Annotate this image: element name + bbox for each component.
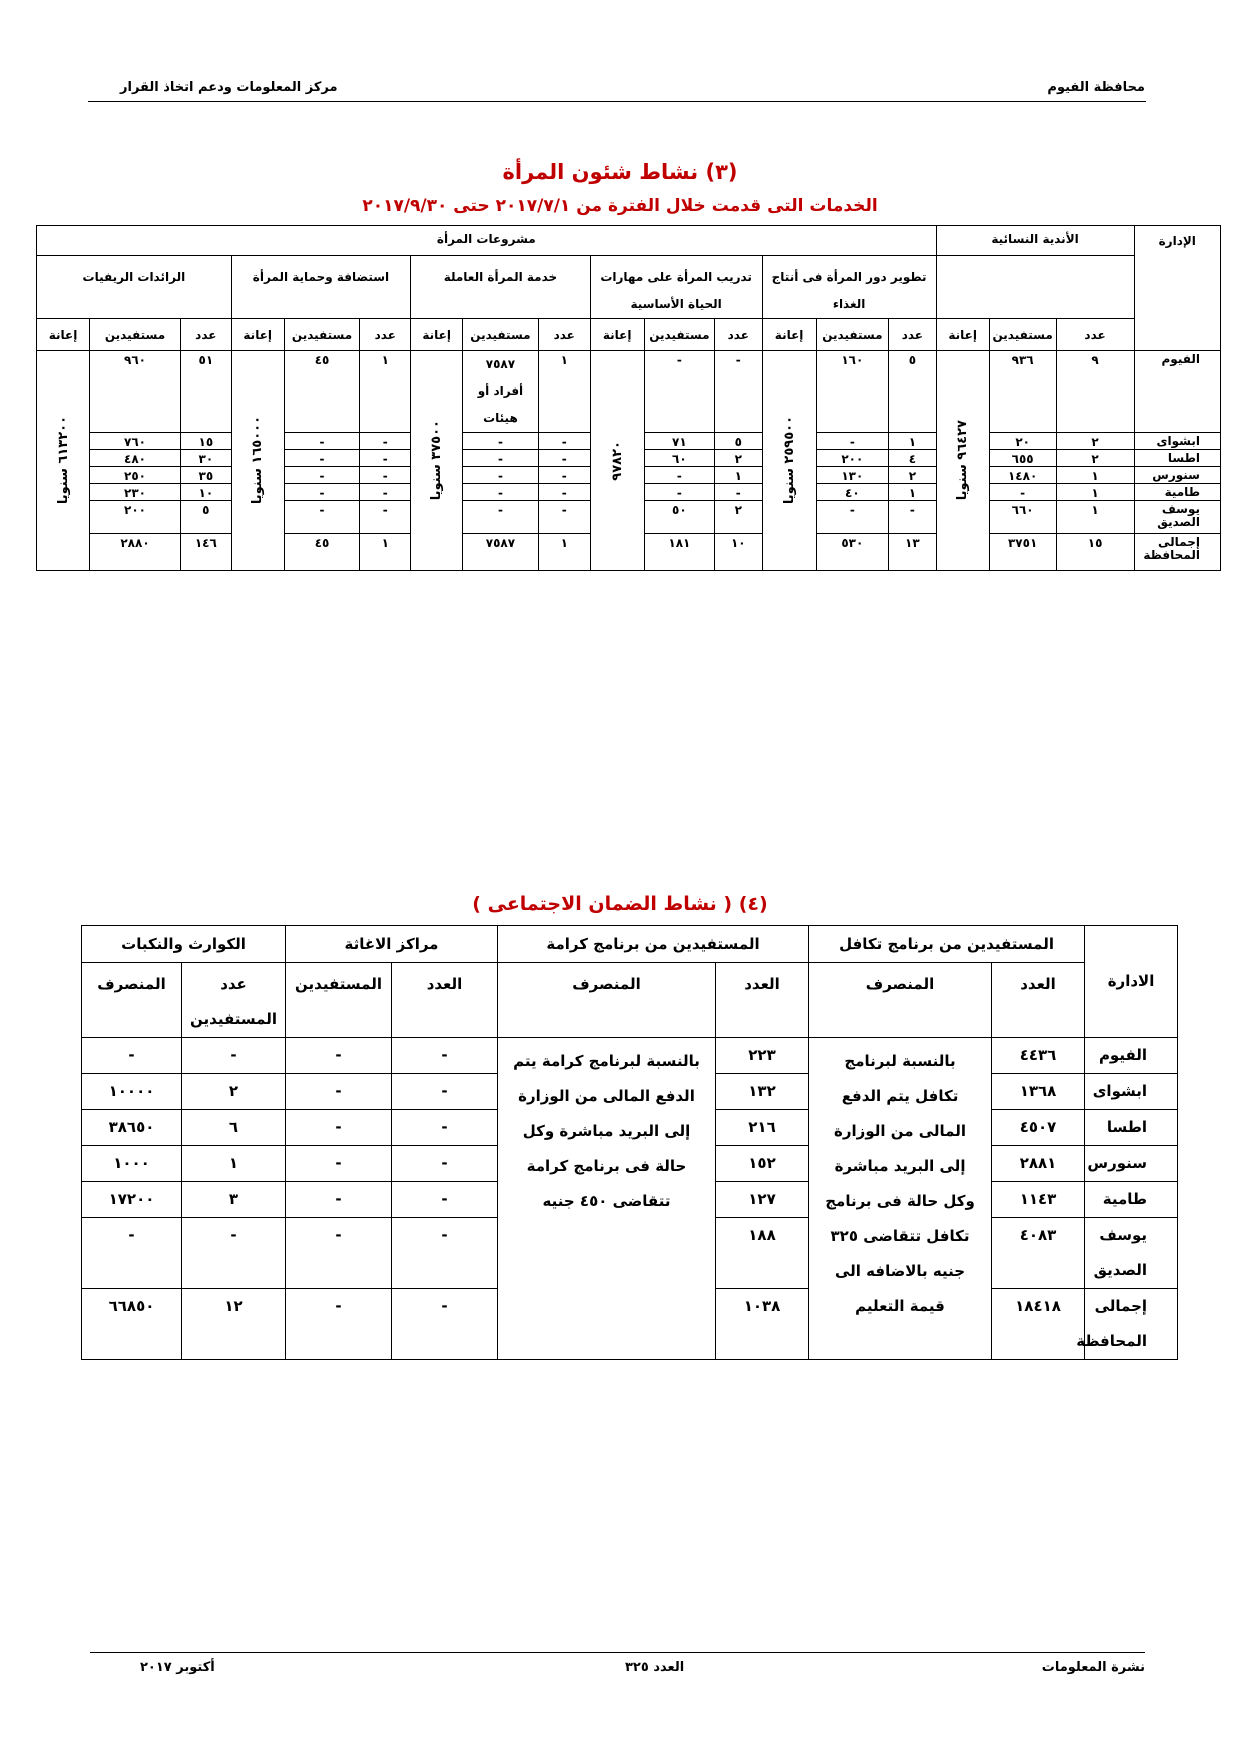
projects-header: مشروعات المرأة xyxy=(37,226,937,256)
relief-benef-cell: - xyxy=(286,1074,392,1110)
relief-benef-cell: - xyxy=(286,1146,392,1182)
beneficiaries-cell: - xyxy=(284,484,360,501)
beneficiaries-cell: ٧١ xyxy=(644,433,714,450)
count-cell: ١ xyxy=(538,534,590,571)
disaster-count-cell: ٢ xyxy=(182,1074,286,1110)
relief-benef-cell: - xyxy=(286,1289,392,1360)
count-cell: - xyxy=(538,484,590,501)
karama-note: بالنسبة لبرنامج كرامة يتم الدفع المالى من الوزارة إلى البريد مباشرة وكل حالة فى برنامج كرامة تتقاضى ٤٥٠ جنيه xyxy=(498,1038,716,1360)
disaster-spent-header: المنصرف xyxy=(82,963,182,1038)
subsidy-cell xyxy=(936,351,989,571)
beneficiaries-cell: ١٨١ xyxy=(644,534,714,571)
disaster-count-cell: - xyxy=(182,1218,286,1289)
count-cell: - xyxy=(889,501,937,534)
beneficiaries-cell: - xyxy=(816,501,888,534)
count-cell: ١ xyxy=(715,467,763,484)
header-governorate: محافظة الفيوم xyxy=(1047,80,1145,95)
t1-row-0 xyxy=(37,351,1221,433)
section4-title: (٤) ( نشاط الضمان الاجتماعى ) xyxy=(472,893,768,915)
count-cell: ١٠ xyxy=(180,484,231,501)
subsidy-cell xyxy=(590,351,644,571)
count-cell: - xyxy=(538,501,590,534)
group0-subsidy-header: إعانة xyxy=(936,319,989,351)
footer-publication: نشرة المعلومات xyxy=(1041,1660,1145,1675)
relief-benef-cell: - xyxy=(286,1110,392,1146)
count-cell: ١٥ xyxy=(1056,534,1134,571)
relief-count-header: العدد xyxy=(392,963,498,1038)
count-cell: ٢ xyxy=(715,450,763,467)
count-cell: ٣٠ xyxy=(180,450,231,467)
count-cell: - xyxy=(715,351,763,433)
disaster-count-header: عدد المستفيدين xyxy=(182,963,286,1038)
relief-benef-cell: - xyxy=(286,1182,392,1218)
relief-count-cell: - xyxy=(392,1038,498,1074)
footer-rule xyxy=(90,1652,1145,1653)
count-cell: ١ xyxy=(889,484,937,501)
count-cell: ١ xyxy=(1056,467,1134,484)
disaster-count-cell: ١٢ xyxy=(182,1289,286,1360)
subsidy-cell xyxy=(411,351,463,571)
beneficiaries-cell: ٤٥ xyxy=(284,351,360,433)
count-cell: - xyxy=(360,433,411,450)
count-cell: - xyxy=(715,484,763,501)
footer-date: أكتوبر ٢٠١٧ xyxy=(140,1660,215,1675)
group4-subsidy-header: إعانة xyxy=(231,319,284,351)
beneficiaries-cell: ٤٨٠ xyxy=(90,450,181,467)
disaster-header: الكوارث والنكبات xyxy=(82,926,286,963)
group5-count-header: عدد xyxy=(180,319,231,351)
beneficiaries-cell: ١٦٠ xyxy=(816,351,888,433)
count-cell: ٥ xyxy=(889,351,937,433)
group3-beneficiaries-header: مستفيدين xyxy=(463,319,539,351)
clubs-header: الأندية النسائية xyxy=(936,226,1134,256)
disaster-spent-cell: ١٠٠٠٠ xyxy=(82,1074,182,1110)
beneficiaries-cell: - xyxy=(989,484,1056,501)
count-cell: ١٣ xyxy=(889,534,937,571)
count-cell: ١٠ xyxy=(715,534,763,571)
district-cell: طامية xyxy=(1134,484,1221,501)
count-cell: ٥١ xyxy=(180,351,231,433)
shelter-header: استضافة وحماية المرأة xyxy=(231,256,410,319)
beneficiaries-cell: ٢٠ xyxy=(989,433,1056,450)
beneficiaries-cell: ٦٥٥ xyxy=(989,450,1056,467)
relief-benef-header: المستفيدين xyxy=(286,963,392,1038)
group2-count-header: عدد xyxy=(715,319,763,351)
beneficiaries-cell: - xyxy=(284,467,360,484)
district-cell: الفيوم xyxy=(1134,351,1221,433)
group2-subsidy-header: إعانة xyxy=(590,319,644,351)
beneficiaries-cell: ٢٥٠ xyxy=(90,467,181,484)
district-cell: سنورس xyxy=(1134,467,1221,484)
group2-beneficiaries-header: مستفيدين xyxy=(644,319,714,351)
takaful-count-cell: ١٨٤١٨ xyxy=(992,1289,1085,1360)
t1-subheader-row xyxy=(37,319,1221,351)
karama-count-header: العدد xyxy=(716,963,809,1038)
disaster-count-cell: ١ xyxy=(182,1146,286,1182)
section3-subtitle: الخدمات التى قدمت خلال الفترة من ٢٠١٧/٧/١ حتى ٢٠١٧/٩/٣٠ xyxy=(362,196,878,216)
beneficiaries-cell: ٧٥٨٧ xyxy=(463,534,539,571)
beneficiaries-cell: ٤٥ xyxy=(284,534,360,571)
karama-count-cell: ١٠٣٨ xyxy=(716,1289,809,1360)
karama-header: المستفيدين من برنامج كرامة xyxy=(498,926,809,963)
beneficiaries-cell: ٢٣٠ xyxy=(90,484,181,501)
district-cell: إجمالى المحافظة xyxy=(1134,534,1221,571)
count-cell: ٢ xyxy=(889,467,937,484)
takaful-count-cell: ٤٤٣٦ xyxy=(992,1038,1085,1074)
beneficiaries-cell: ١٤٨٠ xyxy=(989,467,1056,484)
karama-count-cell: ١٣٢ xyxy=(716,1074,809,1110)
beneficiaries-cell: ٢٠٠ xyxy=(816,450,888,467)
relief-count-cell: - xyxy=(392,1218,498,1289)
district-cell: الفيوم xyxy=(1085,1038,1178,1074)
group1-beneficiaries-header: مستفيدين xyxy=(816,319,888,351)
subsidy-value: ٩٦٤٢٧ سنويا xyxy=(955,420,971,501)
section3-title: (٣) نشاط شئون المرأة xyxy=(502,160,738,184)
relief-count-cell: - xyxy=(392,1289,498,1360)
takaful-count-cell: ١١٤٣ xyxy=(992,1182,1085,1218)
food-production-header: تطوير دور المرأة فى أنتاج الغذاء xyxy=(762,256,936,319)
takaful-note: بالنسبة لبرنامج تكافل يتم الدفع المالى من الوزارة إلى البريد مباشرة وكل حالة فى برنامج تكافل تتقاضى ٣٢٥ جنيه بالاضافه الى قيمة التعليم xyxy=(809,1038,992,1360)
count-cell: ٣٥ xyxy=(180,467,231,484)
count-cell: ٢ xyxy=(1056,450,1134,467)
karama-count-cell: ١٢٧ xyxy=(716,1182,809,1218)
relief-header: مراكز الاغاثة xyxy=(286,926,498,963)
beneficiaries-cell: - xyxy=(463,467,539,484)
takaful-count-cell: ٤٥٠٧ xyxy=(992,1110,1085,1146)
count-cell: ٩ xyxy=(1056,351,1134,433)
count-cell: - xyxy=(360,467,411,484)
group1-subsidy-header: إعانة xyxy=(762,319,816,351)
subsidy-cell xyxy=(37,351,90,571)
beneficiaries-cell: - xyxy=(463,484,539,501)
beneficiaries-cell: ٩٦٠ xyxy=(90,351,181,433)
beneficiaries-cell: ٧٥٨٧ أفراد أو هيئات xyxy=(463,351,539,433)
beneficiaries-cell: ٦٦٠ xyxy=(989,501,1056,534)
page-footer xyxy=(90,1660,1145,1680)
karama-count-cell: ٢٢٣ xyxy=(716,1038,809,1074)
disaster-count-cell: - xyxy=(182,1038,286,1074)
count-cell: - xyxy=(538,467,590,484)
relief-count-cell: - xyxy=(392,1182,498,1218)
group5-beneficiaries-header: مستفيدين xyxy=(90,319,181,351)
disaster-count-cell: ٣ xyxy=(182,1182,286,1218)
beneficiaries-cell: ٧٦٠ xyxy=(90,433,181,450)
district-cell: يوسف الصديق xyxy=(1134,501,1221,534)
beneficiaries-cell: - xyxy=(284,433,360,450)
count-cell: ١ xyxy=(360,351,411,433)
subsidy-cell xyxy=(762,351,816,571)
women-affairs-table xyxy=(36,225,1221,571)
disaster-spent-cell: ٣٨٦٥٠ xyxy=(82,1110,182,1146)
beneficiaries-cell: ٢٨٨٠ xyxy=(90,534,181,571)
beneficiaries-cell: ٦٠ xyxy=(644,450,714,467)
karama-count-cell: ٢١٦ xyxy=(716,1110,809,1146)
disaster-spent-cell: ٦٦٨٥٠ xyxy=(82,1289,182,1360)
district-cell: اطسا xyxy=(1134,450,1221,467)
takaful-header: المستفيدين من برنامج تكافل xyxy=(809,926,1085,963)
count-cell: ٥ xyxy=(715,433,763,450)
beneficiaries-cell: - xyxy=(463,501,539,534)
group1-count-header: عدد xyxy=(889,319,937,351)
working-women-header: خدمة المرأة العاملة xyxy=(411,256,590,319)
subsidy-value: ١٦٥٠٠٠ سنويا xyxy=(250,416,266,505)
beneficiaries-cell: - xyxy=(284,501,360,534)
district-cell: طامية xyxy=(1085,1182,1178,1218)
group0-count-header: عدد xyxy=(1056,319,1134,351)
district-cell: يوسف الصديق xyxy=(1085,1218,1178,1289)
subsidy-value: ٢٥٩٥٠٠ سنويا xyxy=(781,416,797,505)
count-cell: - xyxy=(360,484,411,501)
karama-count-cell: ١٥٢ xyxy=(716,1146,809,1182)
district-cell: إجمالى المحافظة xyxy=(1085,1289,1178,1360)
beneficiaries-cell: - xyxy=(644,484,714,501)
takaful-spent-header: المنصرف xyxy=(809,963,992,1038)
disaster-spent-cell: - xyxy=(82,1218,182,1289)
beneficiaries-cell: ١٣٠ xyxy=(816,467,888,484)
count-cell: - xyxy=(538,450,590,467)
beneficiaries-cell: - xyxy=(644,351,714,433)
relief-benef-cell: - xyxy=(286,1038,392,1074)
relief-count-cell: - xyxy=(392,1146,498,1182)
beneficiaries-cell: ٣٧٥١ xyxy=(989,534,1056,571)
district-header: الإدارة xyxy=(1134,226,1221,351)
beneficiaries-cell: ٥٣٠ xyxy=(816,534,888,571)
karama-spent-header: المنصرف xyxy=(498,963,716,1038)
beneficiaries-cell: ٢٠٠ xyxy=(90,501,181,534)
social-row-0 xyxy=(82,1038,1178,1074)
count-cell: ١٤٦ xyxy=(180,534,231,571)
subsidy-value: ٦١٣٢٠٠ سنويا xyxy=(55,416,71,505)
group3-subsidy-header: إعانة xyxy=(411,319,463,351)
disaster-spent-cell: ١٧٢٠٠ xyxy=(82,1182,182,1218)
group0-beneficiaries-header: مستفيدين xyxy=(989,319,1056,351)
count-cell: ١ xyxy=(1056,484,1134,501)
disaster-spent-cell: - xyxy=(82,1038,182,1074)
beneficiaries-cell: ٥٠ xyxy=(644,501,714,534)
count-cell: - xyxy=(360,501,411,534)
beneficiaries-cell: - xyxy=(644,467,714,484)
count-cell: ٥ xyxy=(180,501,231,534)
district-cell: اطسا xyxy=(1085,1110,1178,1146)
beneficiaries-cell: - xyxy=(463,450,539,467)
takaful-count-cell: ٢٨٨١ xyxy=(992,1146,1085,1182)
count-cell: ١٥ xyxy=(180,433,231,450)
count-cell: ٤ xyxy=(889,450,937,467)
group4-count-header: عدد xyxy=(360,319,411,351)
district-cell: ابشواى xyxy=(1085,1074,1178,1110)
takaful-count-header: العدد xyxy=(992,963,1085,1038)
disaster-spent-cell: ١٠٠٠ xyxy=(82,1146,182,1182)
group3-count-header: عدد xyxy=(538,319,590,351)
beneficiaries-cell: ٩٣٦ xyxy=(989,351,1056,433)
beneficiaries-cell: - xyxy=(284,450,360,467)
footer-issue: العدد ٣٢٥ xyxy=(625,1660,685,1675)
subsidy-value: ٣٧٥٠٠ سنويا xyxy=(429,420,445,501)
count-cell: - xyxy=(538,433,590,450)
takaful-count-cell: ١٣٦٨ xyxy=(992,1074,1085,1110)
relief-benef-cell: - xyxy=(286,1218,392,1289)
count-cell: ١ xyxy=(538,351,590,433)
karama-count-cell: ١٨٨ xyxy=(716,1218,809,1289)
district-cell: سنورس xyxy=(1085,1146,1178,1182)
beneficiaries-cell: - xyxy=(816,433,888,450)
t2-district-header: الادارة xyxy=(1085,926,1178,1038)
count-cell: ٢ xyxy=(715,501,763,534)
count-cell: ١ xyxy=(360,534,411,571)
page-header xyxy=(90,80,1145,100)
relief-count-cell: - xyxy=(392,1074,498,1110)
district-cell: ابشواى xyxy=(1134,433,1221,450)
count-cell: ٢ xyxy=(1056,433,1134,450)
relief-count-cell: - xyxy=(392,1110,498,1146)
beneficiaries-cell: ٤٠ xyxy=(816,484,888,501)
group4-beneficiaries-header: مستفيدين xyxy=(284,319,360,351)
subsidy-cell xyxy=(231,351,284,571)
count-cell: ١ xyxy=(889,433,937,450)
count-cell: - xyxy=(360,450,411,467)
clubs-spacer xyxy=(936,256,1134,319)
count-cell: ١ xyxy=(1056,501,1134,534)
group5-subsidy-header: إعانة xyxy=(37,319,90,351)
life-skills-header: تدريب المرأة على مهارات الحياة الأساسية xyxy=(590,256,762,319)
header-center: مركز المعلومات ودعم اتخاذ القرار xyxy=(120,80,338,95)
beneficiaries-cell: - xyxy=(463,433,539,450)
subsidy-value: ٩٧٨٢٠ xyxy=(609,440,625,481)
disaster-count-cell: ٦ xyxy=(182,1110,286,1146)
takaful-count-cell: ٤٠٨٣ xyxy=(992,1218,1085,1289)
header-rule xyxy=(88,101,1146,102)
social-security-table xyxy=(81,925,1178,1360)
rural-leaders-header: الرائدات الريفيات xyxy=(37,256,232,319)
